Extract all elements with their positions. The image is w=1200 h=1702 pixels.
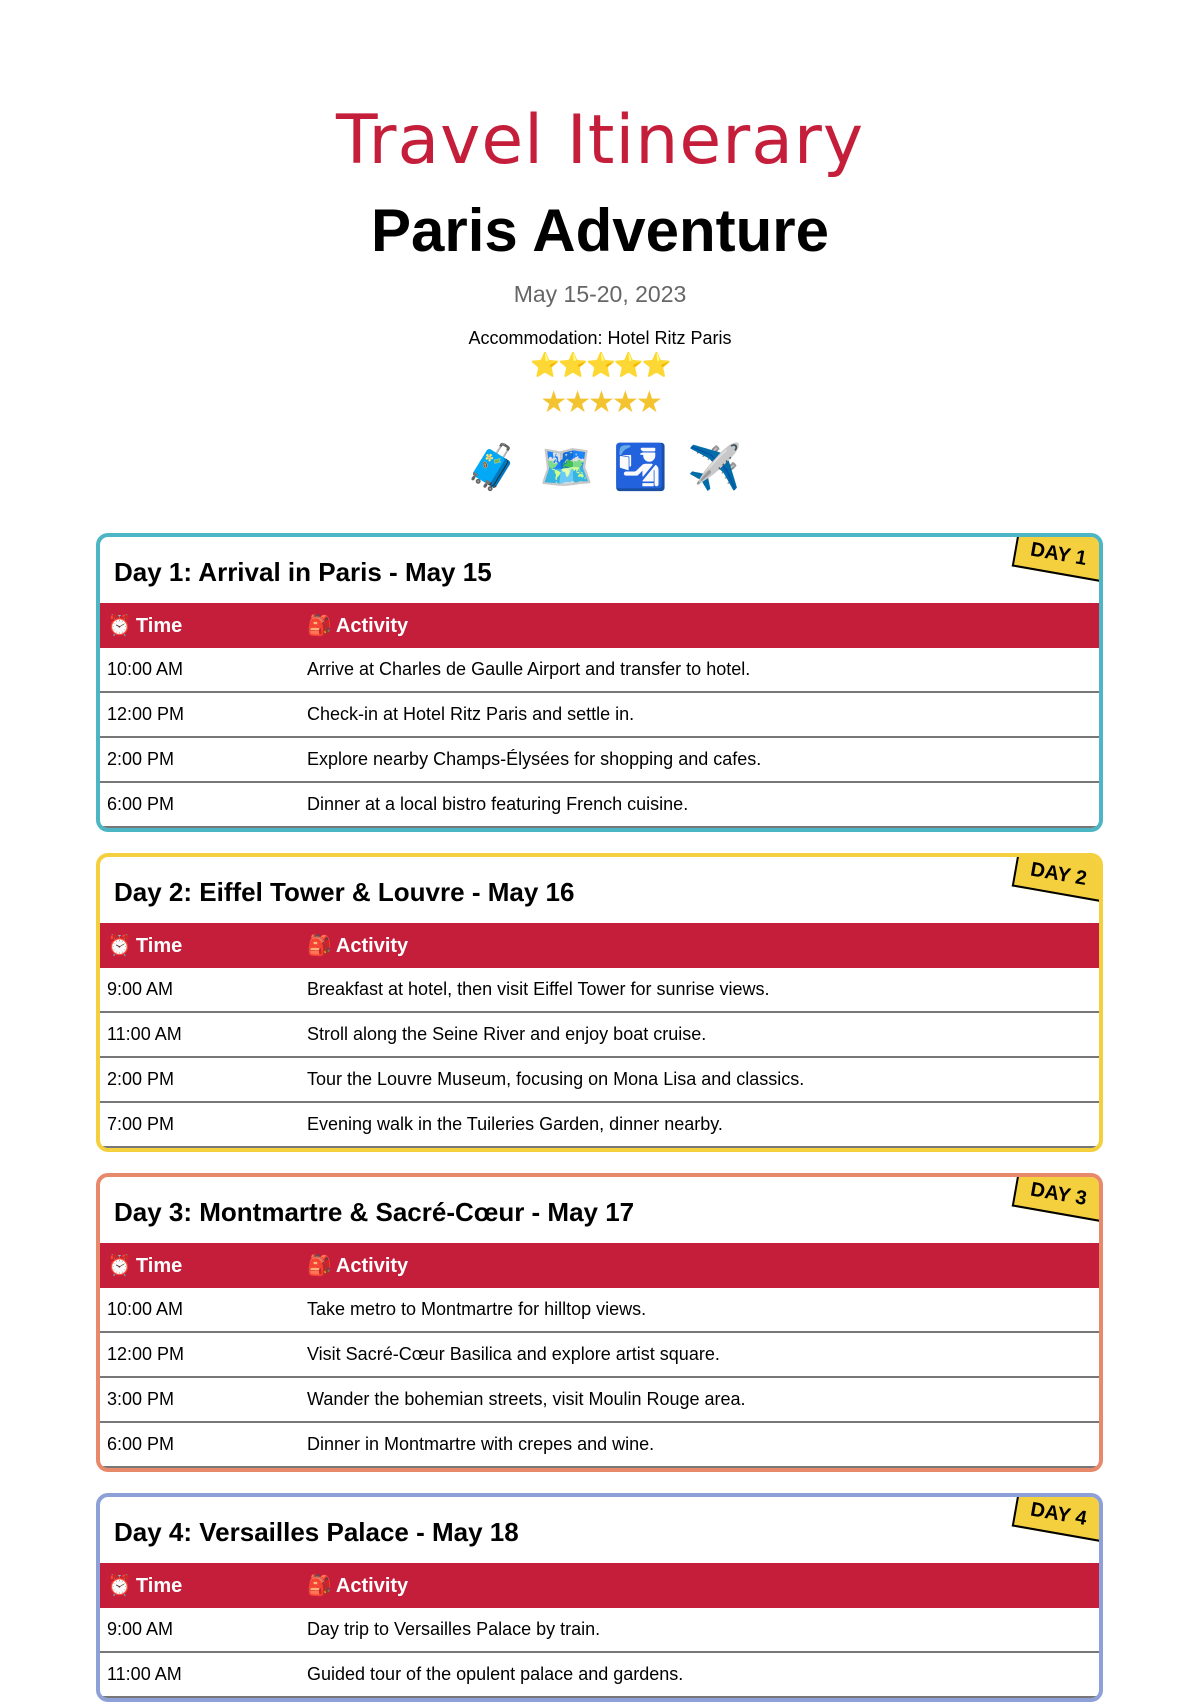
time-cell: 2:00 PM [100,1057,300,1102]
table-header-row [100,923,1099,968]
table-row [100,1422,1099,1467]
time-cell: 6:00 PM [100,782,300,827]
travel-icons [0,442,1200,494]
table-header-row [100,603,1099,648]
time-cell: 12:00 PM [100,1332,300,1377]
time-cell: 10:00 AM [100,648,300,692]
trip-name: Paris Adventure [371,197,829,264]
activity-cell: Explore nearby Champs-Élysées for shopping and cafes. [300,737,1099,782]
day-card [96,1493,1103,1702]
activity-header [300,923,1099,968]
star-rating-outline: ⭐⭐⭐⭐⭐ [530,352,670,379]
star-rating-solid: ★★★★★ [540,386,660,419]
time-cell: 12:00 PM [100,692,300,737]
activity-cell: Day trip to Versailles Palace by train. [300,1608,1099,1652]
table-header-row [100,1243,1099,1288]
backpack-icon: 🎒 [307,615,332,637]
time-cell: 11:00 AM [100,1652,300,1697]
activity-header-label: Activity [335,615,409,637]
table-row [100,737,1099,782]
alarm-clock-icon: ⏰ [107,1255,132,1277]
time-cell: 9:00 AM [100,968,300,1012]
alarm-clock-icon: ⏰ [107,615,132,637]
table-row [100,692,1099,737]
activity-cell: Stroll along the Seine River and enjoy boat cruise. [300,1012,1099,1057]
passport-control-icon: 🛂 [613,443,668,492]
schedule-table [100,923,1099,1148]
day-tag: DAY 3 [1012,1173,1103,1223]
world-map-icon: 🗺️ [539,443,594,492]
backpack-icon: 🎒 [307,935,332,957]
activity-header [300,1563,1099,1608]
activity-header [300,603,1099,648]
time-cell: 3:00 PM [100,1377,300,1422]
luggage-icon: 🧳 [465,443,520,492]
alarm-clock-icon: ⏰ [107,1575,132,1597]
time-cell: 10:00 AM [100,1288,300,1332]
activity-cell: Wander the bohemian streets, visit Moulin Rouge area. [300,1377,1099,1422]
time-header [100,923,300,968]
time-header [100,1243,300,1288]
table-row [100,1608,1099,1652]
time-cell: 9:00 AM [100,1608,300,1652]
activity-cell: Tour the Louvre Museum, focusing on Mona Lisa and classics. [300,1057,1099,1102]
activity-cell: Breakfast at hotel, then visit Eiffel Tower for sunrise views. [300,968,1099,1012]
table-row [100,1288,1099,1332]
schedule-table [100,1563,1099,1698]
activity-cell: Dinner in Montmartre with crepes and wine. [300,1422,1099,1467]
table-row [100,648,1099,692]
activity-cell: Guided tour of the opulent palace and gardens. [300,1652,1099,1697]
accommodation: Accommodation: Hotel Ritz Paris [468,328,732,348]
day-title: Day 3: Montmartre & Sacré-Cœur - May 17 [114,1197,635,1227]
activity-cell: Dinner at a local bistro featuring French cuisine. [300,782,1099,827]
day-title: Day 4: Versailles Palace - May 18 [114,1517,519,1547]
activity-cell: Evening walk in the Tuileries Garden, dinner nearby. [300,1102,1099,1147]
day-card [96,1173,1103,1472]
backpack-icon: 🎒 [307,1575,332,1597]
airplane-icon: ✈️ [687,443,742,492]
page-title: Travel Itinerary [335,101,865,180]
table-row [100,1012,1099,1057]
alarm-clock-icon: ⏰ [107,935,132,957]
backpack-icon: 🎒 [307,1255,332,1277]
day-tag: DAY 1 [1012,533,1103,583]
time-header-label: Time [135,1255,183,1277]
day-title: Day 2: Eiffel Tower & Louvre - May 16 [114,877,575,907]
activity-cell: Take metro to Montmartre for hilltop views. [300,1288,1099,1332]
table-row [100,1057,1099,1102]
time-header-label: Time [135,1575,183,1597]
time-cell: 11:00 AM [100,1012,300,1057]
table-row [100,1332,1099,1377]
time-header [100,603,300,648]
day-tag: DAY 4 [1012,1493,1103,1543]
day-title: Day 1: Arrival in Paris - May 15 [114,557,492,587]
day-card [96,533,1103,832]
activity-header-label: Activity [335,1255,409,1277]
time-header-label: Time [135,935,183,957]
time-cell: 2:00 PM [100,737,300,782]
schedule-table [100,603,1099,828]
table-row [100,1377,1099,1422]
day-card [96,853,1103,1152]
activity-header [300,1243,1099,1288]
time-header-label: Time [135,615,183,637]
activity-header-label: Activity [335,935,409,957]
time-cell: 6:00 PM [100,1422,300,1467]
time-cell: 7:00 PM [100,1102,300,1147]
activity-cell: Check-in at Hotel Ritz Paris and settle in. [300,692,1099,737]
trip-dates: May 15-20, 2023 [513,281,687,307]
table-row [100,1652,1099,1697]
day-tag: DAY 2 [1012,853,1103,903]
activity-cell: Visit Sacré-Cœur Basilica and explore artist square. [300,1332,1099,1377]
table-row [100,782,1099,827]
activity-header-label: Activity [335,1575,409,1597]
table-header-row [100,1563,1099,1608]
time-header [100,1563,300,1608]
table-row [100,1102,1099,1147]
schedule-table [100,1243,1099,1468]
activity-cell: Arrive at Charles de Gaulle Airport and transfer to hotel. [300,648,1099,692]
table-row [100,968,1099,1012]
